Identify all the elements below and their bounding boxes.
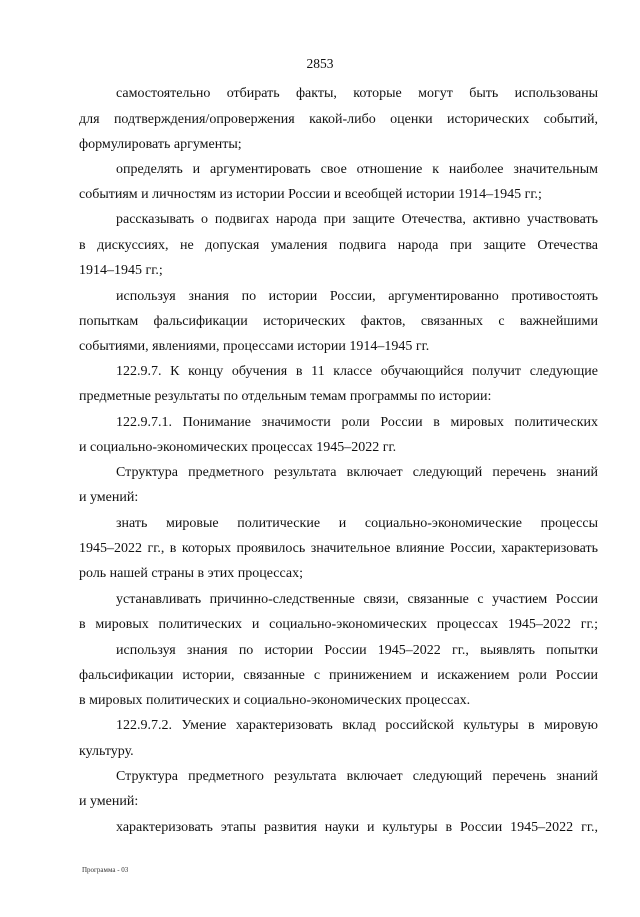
text-line: характеризовать этапы развития науки и культуры в России 1945–2022 гг., [116,820,598,835]
text-line: предметные результаты по отдельным темам программы по истории: [79,389,492,404]
text-line: формулировать аргументы; [79,137,242,152]
text-line: 122.9.7.2. Умение характеризовать вклад российской культуры в мировую [116,718,598,733]
text-line: рассказывать о подвигах народа при защите Отечества, активно участвовать [116,212,598,227]
footer-label: Программа - 03 [82,866,129,874]
text-line: и социально-экономических процессах 1945–2022 гг. [79,440,397,455]
page-number: 2853 [306,56,334,71]
text-line: 1914–1945 гг.; [79,263,163,278]
text-line: в мировых политических и социально-экономических процессах 1945–2022 гг.; [79,617,598,632]
text-line: Структура предметного результата включает следующий перечень знаний [116,465,598,480]
text-line: культуру. [79,744,134,759]
text-line: Структура предметного результата включает следующий перечень знаний [116,769,598,784]
text-line: роль нашей страны в этих процессах; [79,566,303,581]
text-line: для подтверждения/опровержения какой-либо оценки исторических событий, [79,112,598,127]
text-line: фальсификации истории, связанные с принижением и искажением роли России [79,668,598,683]
text-line: 122.9.7. К концу обучения в 11 классе обучающийся получит следующие [116,364,598,379]
text-line: и умений: [79,794,139,809]
text-line: используя знания по истории России 1945–2022 гг., выявлять попытки [116,643,598,658]
text-line: в мировых политических и социально-экономических процессах. [79,693,471,708]
text-line: используя знания по истории России, аргументированно противостоять [116,289,598,304]
text-line: устанавливать причинно-следственные связи, связанные с участием России [116,592,598,607]
text-line: 1945–2022 гг., в которых проявилось значительное влияние России, характеризовать [79,541,598,556]
text-line: событиям и личностям из истории России и всеобщей истории 1914–1945 гг.; [79,187,542,202]
text-line: знать мировые политические и социально-экономические процессы [116,516,598,531]
text-line: определять и аргументировать свое отношение к наиболее значительным [116,162,598,177]
text-line: и умений: [79,490,139,505]
text-line: 122.9.7.1. Понимание значимости роли России в мировых политических [116,415,598,430]
text-line: событиями, явлениями, процессами истории 1914–1945 гг. [79,339,430,354]
text-line: попыткам фальсификации исторических фактов, связанных с важнейшими [79,314,598,329]
text-line: в дискуссиях, не допуская умаления подвига народа при защите Отечества [79,238,598,253]
text-line: самостоятельно отбирать факты, которые могут быть использованы [116,86,598,101]
